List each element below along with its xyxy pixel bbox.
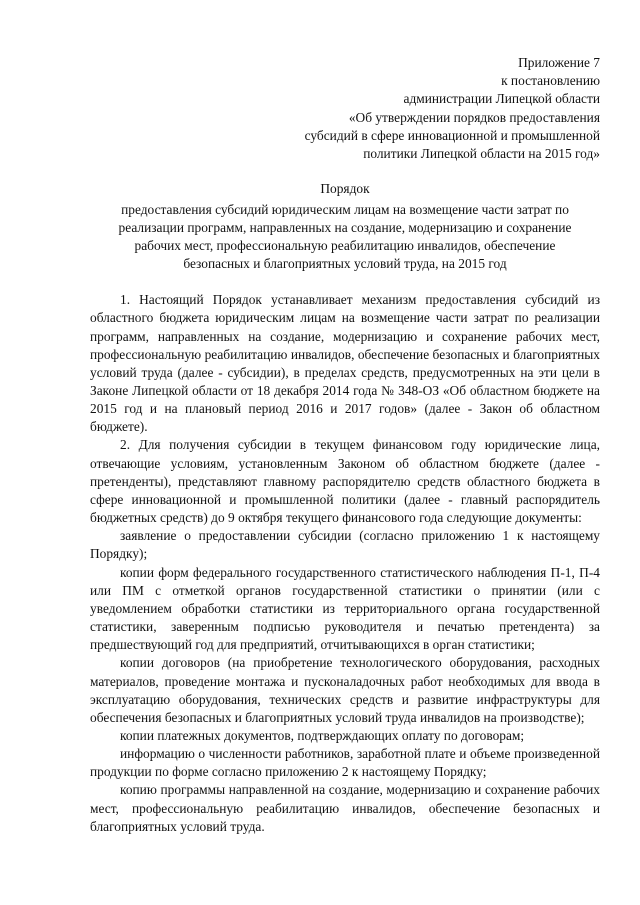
title-line: безопасных и благоприятных условий труда, на 2015 год xyxy=(183,256,507,272)
appendix-line: субсидий в сфере инновационной и промышленной xyxy=(304,127,600,143)
paragraph-application: заявление о предоставлении субсидии (согласно приложению 1 к настоящему Порядку); xyxy=(90,528,600,562)
document-heading: Порядок xyxy=(320,181,370,197)
appendix-line: к постановлению xyxy=(501,73,600,89)
document-title xyxy=(90,201,600,273)
title-line: рабочих мест, профессиональную реабилитацию инвалидов, обеспечение xyxy=(134,238,556,254)
appendix-line: Приложение 7 xyxy=(518,55,600,70)
appendix-block xyxy=(90,54,600,163)
paragraph-contracts: копии договоров (на приобретение технологического оборудования, расходных материалов, проведение монтажа и пусконаладочных работ необходимых для ввода в эксплуатацию оборудования, технических средств и развитие инфраструктуры для обеспечения безопасных и благоприятных условий труда инвалидов на производстве); xyxy=(90,655,600,725)
document-body xyxy=(90,291,600,836)
paragraph-payments: копии платежных документов, подтверждающих оплату по договорам; xyxy=(120,727,525,743)
title-line: предоставления субсидий юридическим лицам на возмещение части затрат по xyxy=(121,202,569,218)
paragraph-statistics-forms: копии форм федерального государственного статистического наблюдения П-1, П-4 или ПМ с отметкой органов государственной статистики о принятии (или с уведомлением обработки статистики из территориального органа государственной статистики, заверенным подписью руководителя и печатью претендента) за предшествующий год для предприятий, отчитывающихся в орган статистики; xyxy=(90,564,600,653)
appendix-line: политики Липецкой области на 2015 год» xyxy=(363,146,600,162)
title-line: реализации программ, направленных на создание, модернизацию и сохранение xyxy=(118,220,572,236)
appendix-line: «Об утверждении порядков предоставления xyxy=(348,109,600,125)
paragraph-employee-info: информацию о численности работников, заработной плате и объеме произведенной продукции по форме согласно приложению 2 к настоящему Порядку; xyxy=(90,746,600,780)
paragraph-1: 1. Настоящий Порядок устанавливает механизм предоставления субсидий из областного бюджета юридическим лицам на возмещение части затрат по реализации программ, направленных на создание, модернизацию и сохранение рабочих мест, профессиональную реабилитацию инвалидов, обеспечение безопасных и благоприятных условий труда (далее - субсидии), в пределах средств, предусмотренных на эти цели в Законе Липецкой области от 18 декабря 2014 года № 348-ОЗ «Об областном бюджете на 2015 год и на плановый период 2016 и 2017 годов» (далее - Закон об областном бюджете). xyxy=(90,292,600,435)
paragraph-program-copy: копию программы направленной на создание, модернизацию и сохранение рабочих мест, профессиональную реабилитацию инвалидов, обеспечение безопасных и благоприятных условий труда. xyxy=(90,782,600,834)
appendix-line: администрации Липецкой области xyxy=(403,91,600,107)
paragraph-2: 2. Для получения субсидии в текущем финансовом году юридические лица, отвечающие условиям, установленным Законом об областном бюджете (далее - претенденты), представляют главному распорядителю средств областного бюджета в сфере инновационной и промышленной политики (далее - главный распорядитель бюджетных средств) до 9 октября текущего финансового года следующие документы: xyxy=(90,437,600,526)
